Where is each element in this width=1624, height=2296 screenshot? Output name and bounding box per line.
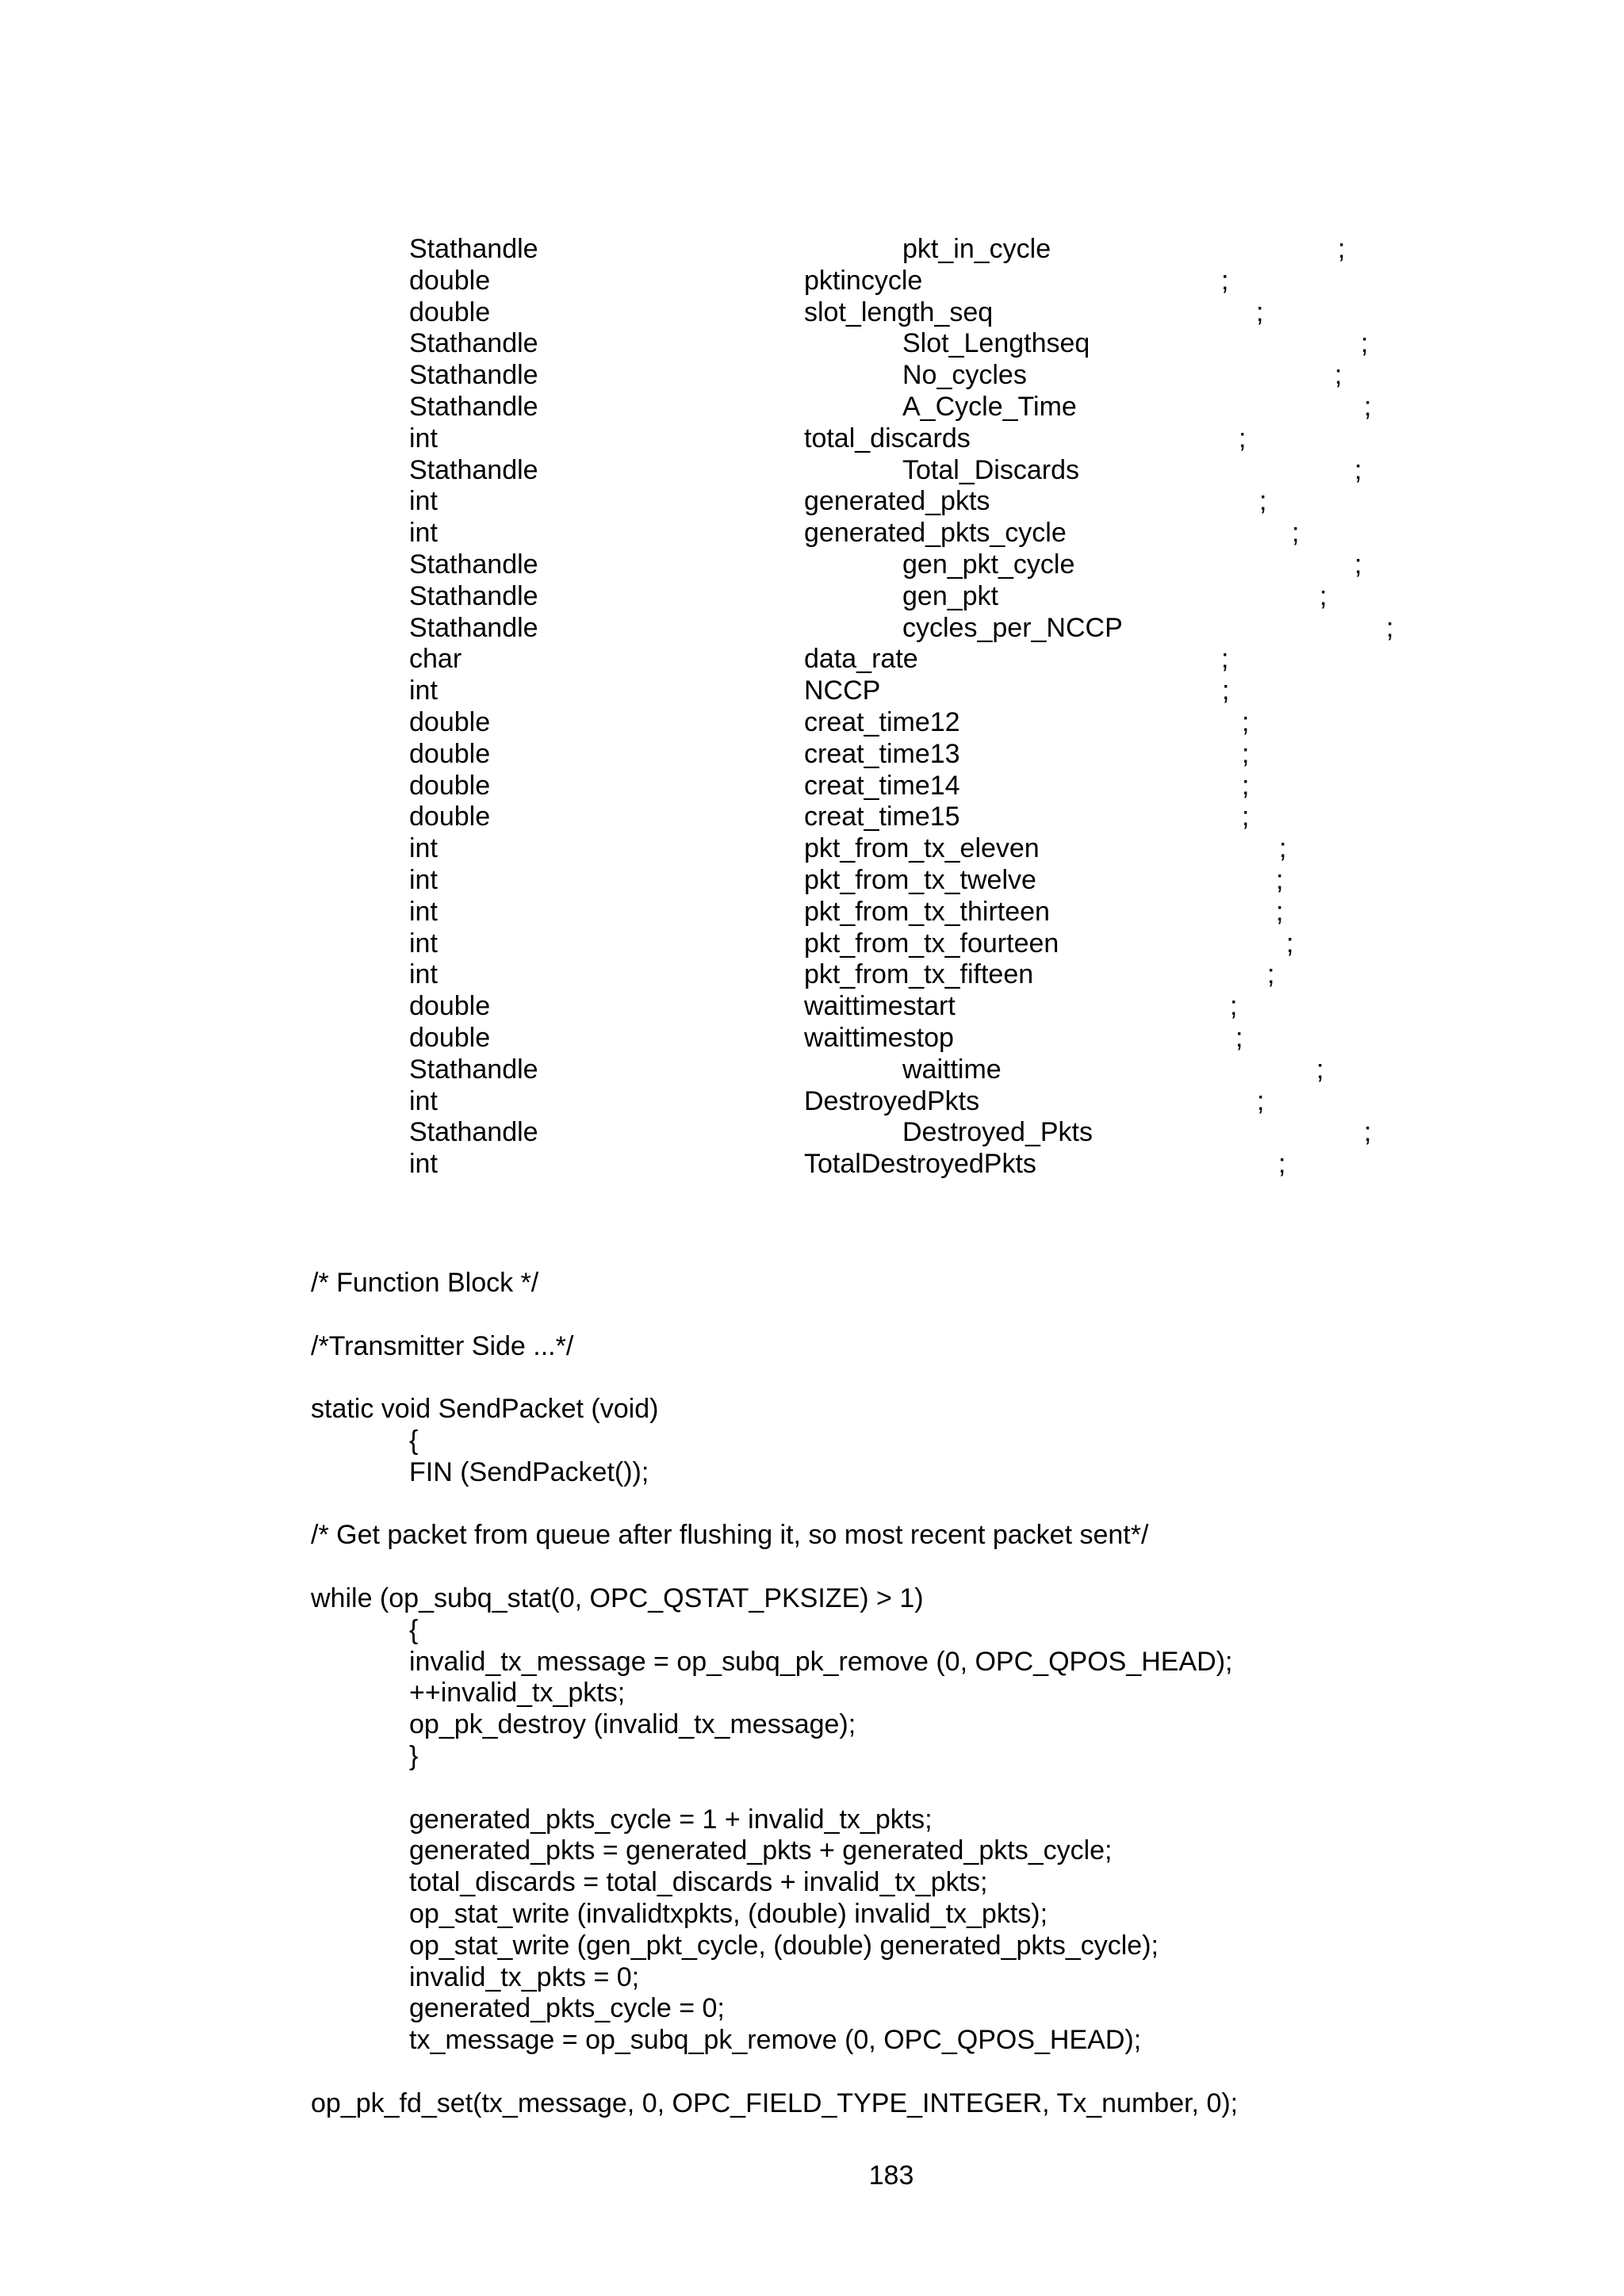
code-line: generated_pkts_cycle = 1 + invalid_tx_pkts; — [409, 1804, 933, 1835]
declaration-row — [0, 770, 1624, 802]
declaration-name: waittimestart — [804, 991, 956, 1022]
declaration-semicolon: ; — [1230, 991, 1238, 1022]
code-line — [0, 1772, 1624, 1804]
declaration-type: Stathandle — [409, 234, 538, 264]
code-line: ++invalid_tx_pkts; — [409, 1678, 626, 1709]
declaration-semicolon: ; — [1256, 297, 1264, 327]
code-line — [0, 1299, 1624, 1330]
declaration-row — [0, 549, 1624, 580]
declaration-name: A_Cycle_Time — [902, 391, 1077, 422]
declaration-type: int — [409, 423, 438, 453]
declaration-row — [0, 233, 1624, 265]
declaration-name: gen_pkt_cycle — [902, 549, 1075, 580]
declaration-semicolon: ; — [1242, 738, 1250, 769]
code-line — [0, 1488, 1624, 1520]
declaration-row — [0, 327, 1624, 359]
code-line: op_pk_fd_set(tx_message, 0, OPC_FIELD_TYPE_INTEGER, Tx_number, 0); — [311, 2087, 1239, 2118]
declaration-row — [0, 801, 1624, 832]
code-line: { — [409, 1425, 419, 1456]
declaration-row — [0, 454, 1624, 486]
declaration-semicolon: ; — [1221, 644, 1229, 675]
declaration-name: creat_time14 — [804, 770, 960, 801]
declaration-name: cycles_per_NCCP — [902, 612, 1123, 643]
code-line: { — [409, 1614, 419, 1645]
declaration-semicolon: ; — [1267, 959, 1275, 990]
code-line: tx_message = op_subq_pk_remove (0, OPC_QPOS_HEAD); — [409, 2025, 1142, 2056]
declaration-semicolon: ; — [1276, 896, 1284, 927]
declaration-semicolon: ; — [1259, 486, 1267, 517]
declaration-semicolon: ; — [1242, 706, 1250, 737]
declaration-semicolon: ; — [1338, 234, 1346, 264]
code-line: op_stat_write (invalidtxpkts, (double) invalid_tx_pkts); — [409, 1898, 1048, 1929]
declaration-row — [0, 990, 1624, 1022]
declaration-type: double — [409, 297, 491, 327]
declaration-name: waittimestop — [804, 1022, 954, 1053]
declaration-row — [0, 1054, 1624, 1085]
declaration-row — [0, 391, 1624, 423]
declaration-row — [0, 423, 1624, 454]
declaration-semicolon: ; — [1239, 423, 1247, 453]
code-line — [0, 1551, 1624, 1582]
declaration-name: gen_pkt — [902, 580, 998, 611]
code-line: while (op_subq_stat(0, OPC_QSTAT_PKSIZE) > 1) — [311, 1582, 924, 1613]
declaration-semicolon: ; — [1320, 580, 1327, 611]
code-line — [0, 2056, 1624, 2087]
declaration-name: pkt_in_cycle — [902, 234, 1051, 264]
code-line: static void SendPacket (void) — [311, 1394, 659, 1425]
declaration-semicolon: ; — [1364, 1117, 1372, 1148]
declaration-semicolon: ; — [1292, 518, 1300, 549]
declaration-type: double — [409, 991, 491, 1022]
declaration-type: int — [409, 959, 438, 990]
declaration-name: creat_time12 — [804, 706, 960, 737]
declaration-type: int — [409, 833, 438, 864]
declaration-type: int — [409, 864, 438, 895]
declaration-row — [0, 832, 1624, 864]
declaration-name: DestroyedPkts — [804, 1085, 980, 1116]
declaration-name: Slot_Lengthseq — [902, 328, 1090, 359]
declaration-type: Stathandle — [409, 391, 538, 422]
declaration-semicolon: ; — [1276, 864, 1284, 895]
variable-declarations — [0, 233, 1624, 1180]
declaration-row — [0, 580, 1624, 612]
declaration-type: int — [409, 1149, 438, 1180]
code-line: /* Function Block */ — [311, 1268, 539, 1298]
declaration-name: generated_pkts_cycle — [804, 518, 1067, 549]
declaration-type: double — [409, 706, 491, 737]
declaration-type: int — [409, 928, 438, 959]
declaration-name: Total_Discards — [902, 454, 1079, 485]
declaration-type: int — [409, 486, 438, 517]
declaration-row — [0, 517, 1624, 549]
declaration-name: Destroyed_Pkts — [902, 1117, 1093, 1148]
code-line: op_stat_write (gen_pkt_cycle, (double) generated_pkts_cycle); — [409, 1930, 1159, 1961]
declaration-name: TotalDestroyedPkts — [804, 1149, 1036, 1180]
declaration-type: double — [409, 738, 491, 769]
code-line: generated_pkts_cycle = 0; — [409, 1993, 725, 2024]
declaration-row — [0, 738, 1624, 770]
declaration-row — [0, 1116, 1624, 1148]
code-line: generated_pkts = generated_pkts + generated_pkts_cycle; — [409, 1835, 1113, 1866]
declaration-type: double — [409, 770, 491, 801]
declaration-type: Stathandle — [409, 612, 538, 643]
declaration-name: NCCP — [804, 675, 881, 706]
declaration-type: double — [409, 1022, 491, 1053]
declaration-row — [0, 1085, 1624, 1117]
declaration-semicolon: ; — [1278, 1149, 1286, 1180]
declaration-name: pkt_from_tx_fifteen — [804, 959, 1034, 990]
declaration-type: Stathandle — [409, 360, 538, 391]
declaration-semicolon: ; — [1354, 549, 1362, 580]
declaration-row — [0, 612, 1624, 644]
declaration-semicolon: ; — [1316, 1054, 1324, 1085]
declaration-semicolon: ; — [1235, 1022, 1243, 1053]
declaration-row — [0, 864, 1624, 896]
declaration-name: waittime — [902, 1054, 1002, 1085]
declaration-name: creat_time15 — [804, 802, 960, 832]
declaration-type: Stathandle — [409, 1054, 538, 1085]
declaration-type: int — [409, 518, 438, 549]
declaration-row — [0, 265, 1624, 297]
declaration-name: pkt_from_tx_twelve — [804, 864, 1036, 895]
declaration-semicolon: ; — [1279, 833, 1287, 864]
declaration-row — [0, 675, 1624, 706]
declaration-semicolon: ; — [1221, 265, 1229, 296]
declaration-type: int — [409, 1085, 438, 1116]
code-line: /* Get packet from queue after flushing it, so most recent packet sent*/ — [311, 1520, 1149, 1551]
declaration-type: int — [409, 675, 438, 706]
declaration-type: Stathandle — [409, 454, 538, 485]
declaration-name: total_discards — [804, 423, 971, 453]
declaration-row — [0, 359, 1624, 391]
declaration-name: pktincycle — [804, 265, 923, 296]
declaration-type: double — [409, 265, 491, 296]
declaration-semicolon: ; — [1386, 612, 1394, 643]
code-line: /*Transmitter Side ...*/ — [311, 1330, 574, 1361]
declaration-type: Stathandle — [409, 328, 538, 359]
declaration-name: pkt_from_tx_eleven — [804, 833, 1040, 864]
declaration-type: Stathandle — [409, 549, 538, 580]
declaration-type: Stathandle — [409, 580, 538, 611]
declaration-row — [0, 896, 1624, 928]
code-line: op_pk_destroy (invalid_tx_message); — [409, 1709, 856, 1740]
declaration-row — [0, 706, 1624, 738]
declaration-semicolon: ; — [1222, 675, 1230, 706]
code-line — [0, 1361, 1624, 1393]
declaration-semicolon: ; — [1361, 328, 1369, 359]
function-block-code — [0, 1267, 1624, 2119]
declaration-semicolon: ; — [1242, 770, 1250, 801]
declaration-name: slot_length_seq — [804, 297, 994, 327]
declaration-row — [0, 643, 1624, 675]
declaration-semicolon: ; — [1364, 391, 1372, 422]
declaration-semicolon: ; — [1286, 928, 1294, 959]
declaration-type: double — [409, 802, 491, 832]
declaration-row — [0, 297, 1624, 328]
code-line: } — [409, 1740, 419, 1771]
code-line: total_discards = total_discards + invalid_tx_pkts; — [409, 1867, 988, 1898]
declaration-row — [0, 1148, 1624, 1180]
code-line: invalid_tx_message = op_subq_pk_remove (0, OPC_QPOS_HEAD); — [409, 1646, 1233, 1677]
declaration-semicolon: ; — [1257, 1085, 1265, 1116]
declaration-name: No_cycles — [902, 360, 1027, 391]
declaration-name: pkt_from_tx_fourteen — [804, 928, 1059, 959]
declaration-semicolon: ; — [1242, 802, 1250, 832]
declaration-type: int — [409, 896, 438, 927]
declaration-row — [0, 959, 1624, 990]
declaration-name: pkt_from_tx_thirteen — [804, 896, 1050, 927]
declaration-name: data_rate — [804, 644, 918, 675]
declaration-semicolon: ; — [1335, 360, 1342, 391]
declaration-type: Stathandle — [409, 1117, 538, 1148]
code-line: FIN (SendPacket()); — [409, 1456, 649, 1487]
page-number: 183 — [868, 2160, 914, 2191]
declaration-name: creat_time13 — [804, 738, 960, 769]
declaration-semicolon: ; — [1354, 454, 1362, 485]
declaration-row — [0, 928, 1624, 959]
declaration-row — [0, 1022, 1624, 1054]
declaration-row — [0, 485, 1624, 517]
declaration-name: generated_pkts — [804, 486, 990, 517]
code-line: invalid_tx_pkts = 0; — [409, 1961, 640, 1992]
declaration-type: char — [409, 644, 462, 675]
